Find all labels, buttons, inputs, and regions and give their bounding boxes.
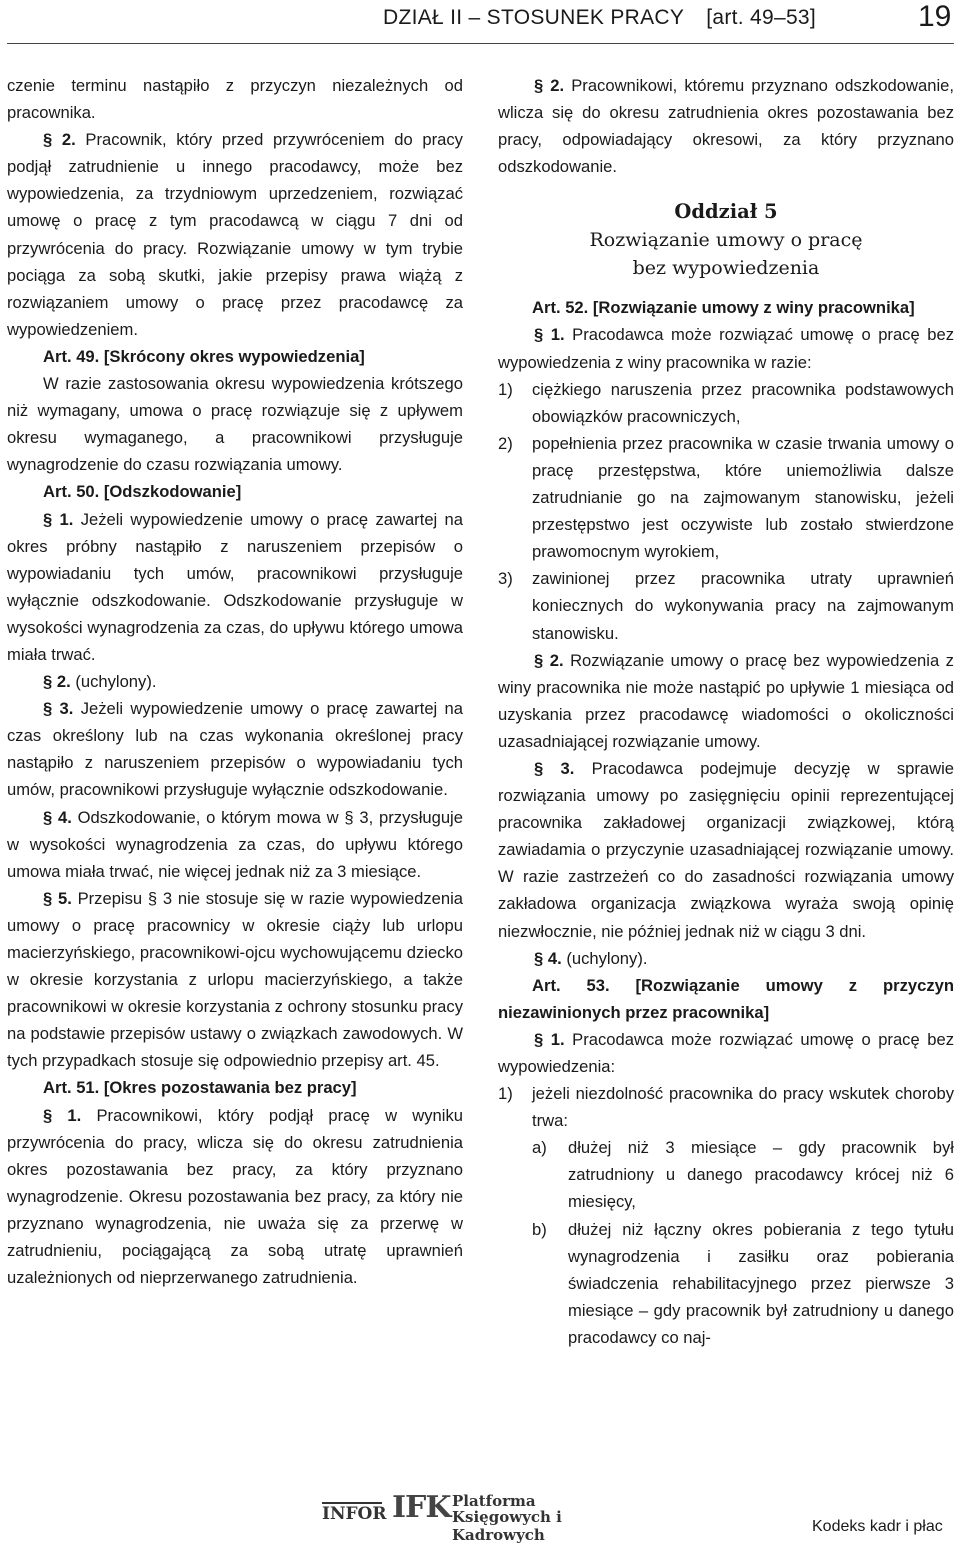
article-51-heading: Art. 51. [Okres pozostawania bez pracy] <box>43 1078 357 1098</box>
right-column <box>498 72 954 1351</box>
sub-list <box>532 1134 954 1351</box>
logo-ifk: IFK <box>392 1490 451 1525</box>
article-49-heading: Art. 49. [Skrócony okres wypowiedzenia] <box>43 346 365 366</box>
paragraph: § 1. Pracodawca może rozwiązać umowę o pracę bez wypowiedzenia z winy pracownika w razie: <box>498 325 954 372</box>
paragraph: § 5. Przepisu § 3 nie stosuje się w razie wypowiedzenia umowy o pracę pracownicy w okresie ciąży lub urlopu macierzyńskiego, pracownikowi-ojcu wychowującemu dziecko w okresie korzystania z urlopu macierzyńskiego, a także pracownikowi w okresie korzystania z ochrony stosunku pracy na podstawie przepisów ustawy o związkach zawodowych. W tych przypadkach stosuje się odpowiednio przepisy art. 45. <box>7 888 463 1071</box>
paragraph: W razie zastosowania okresu wypowiedzenia krótszego niż wymagany, umowa o pracę rozwiązuje się z upływem okresu wymaganego, a pracownikowi przysługuje wynagrodzenie do czasu rozwiązania umowy. <box>7 374 463 475</box>
list-item: 1) ciężkiego naruszenia przez pracownika podstawowych obowiązków pracowniczych, <box>498 379 954 426</box>
paragraph: § 4. Odszkodowanie, o którym mowa w § 3, przysługuje w wysokości wynagrodzenia za czas, do upływu którego umowa miała trwać, nie więcej jednak niż za 3 miesiące. <box>7 807 463 881</box>
page-header <box>0 0 960 44</box>
paragraph: § 2. (uchylony). <box>43 672 157 692</box>
list-item: 2) popełnienia przez pracownika w czasie trwania umowy o pracę przestępstwa, które uniemożliwia dalsze zatrudnianie go na zajmowanym stanowisku, jeżeli przestępstwo jest oczywiste lub zostało stwierdzone prawomocnym wyrokiem, <box>498 433 954 562</box>
left-column <box>7 72 463 1291</box>
paragraph: § 3. Jeżeli wypowiedzenie umowy o pracę zawartej na czas określony lub na czas wykonania określonej pracy nastąpiło z naruszeniem przepisów o wypowiadaniu tych umów, pracownikowi przysługuje wyłącznie odszkodowanie. <box>7 699 463 800</box>
list-item: b) dłużej niż łączny okres pobierania z tego tytułu wynagrodzenia i zasiłku oraz pobierania świadczenia rehabilitacyjnego przez pierwsze 3 miesiące – gdy pracownik był zatrudniony u danego pracodawcy co naj- <box>532 1219 954 1347</box>
article-53-heading: Art. 53. [Rozwiązanie umowy z przyczyn niezawinionych przez pracownika] <box>498 975 954 1022</box>
section-subtitle: bez wypowiedzenia <box>632 257 820 280</box>
logo-text-line1: Platforma <box>452 1492 536 1510</box>
paragraph: § 1. Jeżeli wypowiedzenie umowy o pracę zawartej na okres próbny nastąpiło z naruszeniem przepisów o wypowiadaniu tych umów, pracownikowi przysługuje wyłącznie odszkodowanie. Odszkodowanie przysługuje w wysokości wynagrodzenia za czas, do upływu którego umowa miała trwać. <box>7 509 463 664</box>
running-title <box>383 6 816 30</box>
publisher-logo <box>322 1490 642 1544</box>
paragraph: czenie terminu nastąpiło z przyczyn niezależnych od pracownika. <box>7 76 463 123</box>
section-subtitle: Rozwiązanie umowy o pracę <box>589 229 863 252</box>
chapter-title: DZIAŁ II – STOSUNEK PRACY <box>383 6 685 29</box>
paragraph: § 1. Pracodawca może rozwiązać umowę o pracę bez wypowiedzenia: <box>498 1029 954 1076</box>
book-title: Kodeks kadr i płac <box>812 1518 943 1535</box>
header-divider <box>7 43 954 44</box>
logo-text-line2: Księgowych i Kadrowych <box>452 1508 562 1544</box>
logo-infor: INFOR <box>322 1504 387 1524</box>
page-number: 19 <box>918 0 952 33</box>
enumerated-list <box>498 376 954 647</box>
list-item: 1) jeżeli niezdolność pracownika do pracy wskutek choroby trwa: <box>498 1084 954 1131</box>
article-50-heading: Art. 50. [Odszkodowanie] <box>43 482 242 502</box>
list-item: a) dłużej niż 3 miesiące – gdy pracownik był zatrudniony u danego pracodawcy krócej niż 6 miesięcy, <box>532 1138 954 1212</box>
section-heading <box>498 198 954 282</box>
paragraph: § 1. Pracownikowi, który podjął pracę w wyniku przywrócenia do pracy, wlicza się do okresu zatrudnienia okres pozostawania bez pracy, za który przyznano wynagrodzenie. Okresu pozostawania bez pracy, za który nie przyznano wynagrodzenia, nie uważa się za przerwę w zatrudnieniu, pociągającą za sobą utratę uprawnień uzależnionych od nieprzerwanego zatrudnienia. <box>7 1105 463 1288</box>
paragraph: § 2. Pracownik, który przed przywróceniem do pracy podjął zatrudnienie u innego pracodawcy, może bez wypowiedzenia, za trzydniowym uprzedzeniem, rozwiązać umowę o pracę z tym pracodawcą w ciągu 7 dni od przywrócenia do pracy. Rozwiązanie umowy w tym trybie pociąga za sobą skutki, jakie przepisy prawa wiążą z rozwiązaniem umowy o pracę przez pracodawcę za wypowiedzeniem. <box>7 130 463 339</box>
list-item: 3) zawinionej przez pracownika utraty uprawnień koniecznych do wykonywania pracy na zajmowanym stanowisku. <box>498 569 954 643</box>
paragraph: § 2. Pracownikowi, któremu przyznano odszkodowanie, wlicza się do okresu zatrudnienia okres pozostawania bez pracy, odpowiadający okresowi, za który przyznano odszkodowanie. <box>498 76 954 177</box>
article-range: [art. 49–53] <box>706 6 817 29</box>
paragraph: § 4. (uchylony). <box>534 948 648 968</box>
enumerated-list <box>498 1080 954 1134</box>
article-52-heading: Art. 52. [Rozwiązanie umowy z winy pracownika] <box>532 298 915 318</box>
paragraph: § 2. Rozwiązanie umowy o pracę bez wypowiedzenia z winy pracownika nie może nastąpić po upływie 1 miesiąca od uzyskania przez pracodawcę wiadomości o okoliczności uzasadniającej rozwiązanie umowy. <box>498 650 954 751</box>
section-title: Oddział 5 <box>674 200 778 224</box>
paragraph: § 3. Pracodawca podejmuje decyzję w sprawie rozwiązania umowy po zasięgnięciu opinii reprezentującej pracownika zakładowej organizacji związkowej, którą zawiadamia o przyczynie uzasadniającej rozwiązanie umowy. W razie zastrzeżeń co do zasadności rozwiązania umowy zakładowa organizacja związkowa wyraża swoją opinię niezwłocznie, nie później jednak niż w ciągu 3 dni. <box>498 758 954 941</box>
